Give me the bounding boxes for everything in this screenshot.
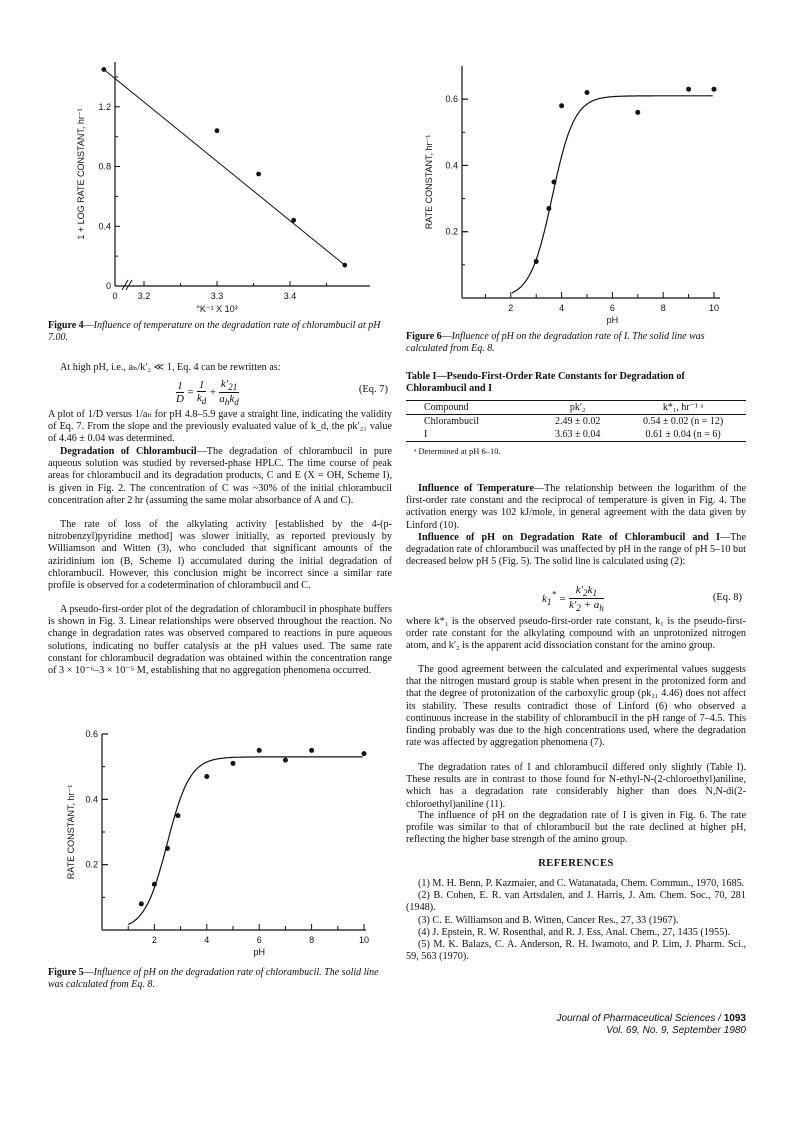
x-tick-label: 6: [609, 303, 615, 313]
calculated-curve: [512, 96, 713, 293]
data-point: [635, 110, 640, 115]
degradation-paragraph: [48, 446, 392, 507]
table-cell: 2.49 ± 0.02: [554, 416, 601, 427]
table-header-k1: k*₁, hr⁻¹ ᵃ: [662, 402, 704, 413]
x-tick-label: 2: [151, 935, 157, 945]
x-tick-label: 2: [508, 303, 514, 313]
table-header-compound: Compound: [424, 402, 469, 413]
table-row: [406, 415, 746, 429]
data-point: [204, 774, 209, 779]
degradation-rates-paragraph: The degradation rates of I and chlorambucil differed only slightly (Table I). These results are in contrast to those found for N-ethyl-N-(2-chloroethyl)aniline, which has a degradation rate considerably higher than does N,N-di(2-chloroethyl)aniline (11).: [406, 762, 746, 810]
reference-item: (3) C. E. Williamson and B. Witten, Cancer Res., 27, 33 (1967).: [418, 914, 679, 926]
table-header-row: [406, 401, 746, 415]
table-cell: 0.54 ± 0.02 (n = 12): [642, 416, 724, 427]
data-point: [362, 751, 367, 756]
equation-7-label: (Eq. 7): [358, 384, 388, 395]
figure-5-caption: Figure 5—Influence of pH on the degradation rate of chlorambucil. The solid line was calculated from Eq. 8.: [48, 967, 379, 990]
y-tick-label: 0.4: [98, 221, 111, 232]
table-1-title: Table I—Pseudo-First-Order Rate Constants for Degradation of Chlorambucil and I: [406, 371, 685, 394]
journal-name: Journal of Pharmaceutical Sciences /: [556, 1013, 724, 1024]
pseudo-first-order-paragraph: A pseudo-first-order plot of the degradation of chlorambucil in phosphate buffers is shown in Fig. 3. Linear relationships were observed throughout the reaction. No change in degradation rates was observed compared to reactions in pure aqueous solutions, indicating no buffer catalysis at the pH values used. The same rate constant for chlorambucil degradation was obtained within the concentration range of 3 × 10⁻⁶–3 × 10⁻⁵ M, establishing that no aggregation phenomena occurred.: [48, 604, 392, 677]
data-point: [215, 128, 220, 133]
data-point: [139, 901, 144, 906]
calculated-curve: [128, 757, 363, 925]
y-tick-label: 0: [105, 281, 111, 291]
table-1-footnote: ᵃ Determined at pH 6–10.: [414, 446, 501, 456]
equation-8-label: (Eq. 8): [712, 592, 742, 603]
x-axis-label: pH: [606, 315, 619, 325]
x-tick-label: 0: [112, 291, 118, 301]
y-axis-label: 1 + LOG RATE CONSTANT, hr⁻¹: [76, 108, 86, 240]
reference-item: (4) J. Epstein, R. W. Rosenthal, and R. J. Ess, Anal. Chem., 27, 1435 (1955).: [418, 926, 731, 938]
references-heading: REFERENCES: [538, 858, 614, 869]
reference-item: (1) M. H. Benn, P. Kazmaier, and C. Watanatada, Chem. Commun., 1970, 1685.: [418, 878, 745, 889]
y-tick-label: 0.4: [445, 160, 458, 171]
figure-6-caption: Figure 6—Influence of pH on the degradation rate of I. The solid line was calculated from Eq. 8.: [406, 331, 705, 354]
figure-4-caption: Figure 4—Influence of temperature on the degradation rate of chlorambucil at pH 7.00.: [48, 320, 381, 343]
table-cell: Chlorambucil: [424, 416, 479, 427]
ph-influence-body: —The degradation rate of chlorambucil was unaffected by pH in the range of pH 5–10 but decreased below pH 5 (Fig. 5). The solid line is calculated using (2):: [406, 532, 746, 568]
data-point: [342, 263, 347, 268]
page-footer: [470, 1013, 746, 1037]
data-point: [257, 748, 262, 753]
x-tick-label: 8: [309, 935, 315, 945]
figure-5-label: Figure 5: [48, 967, 84, 978]
page-number: 1093: [723, 1013, 746, 1024]
data-point: [165, 846, 170, 851]
data-point: [551, 180, 556, 185]
table-1: [406, 371, 746, 456]
figure-5-caption-text: Influence of pH on the degradation rate of chlorambucil. The solid line was calculated from Eq. 8.: [48, 967, 379, 990]
ph-influence-heading: Influence of pH on Degradation Rate of Chlorambucil and I: [418, 532, 720, 543]
references-list: [406, 878, 746, 963]
reference-item: (2) B. Cohen, E. R. van Artsdalen, and J. Harris, J. Am. Chem. Soc., 70, 281 (1948).: [406, 890, 746, 914]
fit-line: [104, 69, 345, 265]
plot-paragraph: A plot of 1/D versus 1/aₕ for pH 4.8–5.9 gave a straight line, indicating the validity of Eq. 7. From the slope and the previously evaluated value of k_d, the pk′₂₁ value of 4.46 ± 0.04 was determined.: [48, 409, 392, 445]
equation-8: $k_1^*$ = $\frac{k'_2k_1}{k'_2 + a_h}$ (Eq. 8): [542, 584, 742, 614]
y-tick-label: 0.4: [85, 794, 98, 805]
figure-4-caption-text: Influence of temperature on the degradation rate of chlorambucil at pH 7.00.: [48, 320, 381, 343]
x-tick-label: 6: [256, 935, 262, 945]
x-axis-label: °K⁻¹ X 10³: [196, 304, 238, 314]
table-cell: 3.63 ± 0.04: [554, 429, 601, 440]
data-point: [309, 748, 314, 753]
y-tick-label: 1.2: [98, 101, 111, 112]
x-axis-label: pH: [253, 947, 265, 957]
temperature-paragraph: [406, 483, 746, 532]
data-point: [546, 206, 551, 211]
data-point: [712, 87, 717, 92]
high-ph-paragraph: At high pH, i.e., aₕ/k′₂ ≪ 1, Eq. 4 can be rewritten as:: [60, 362, 281, 373]
figure-6-label: Figure 6: [406, 331, 442, 342]
data-point: [101, 67, 106, 72]
x-tick-label: 3.4: [283, 291, 297, 301]
y-tick-label: 0.6: [445, 94, 458, 105]
data-point: [534, 259, 539, 264]
table-cell: I: [424, 429, 428, 440]
x-tick-label: 3.3: [210, 291, 224, 301]
x-tick-label: 3.2: [137, 291, 151, 301]
table-cell: 0.61 ± 0.04 (n = 6): [645, 429, 721, 440]
temperature-body: —The relationship between the logarithm of the first-order rate constant and the reciprocal of temperature is given in Fig. 4. The activation energy was 102 kJ/mole, in general agreement with the data given by Linford (10).: [406, 483, 746, 531]
data-point: [686, 87, 691, 92]
y-tick-label: 0.2: [445, 226, 458, 237]
figure-6-chart: [418, 62, 738, 330]
data-point: [283, 758, 288, 763]
table-header-pk: pk′₂: [569, 402, 586, 413]
data-point: [559, 103, 564, 108]
degradation-heading: Degradation of Chlorambucil: [60, 446, 197, 457]
figure-4-chart: [70, 50, 390, 318]
table-1-grid: [406, 401, 746, 442]
x-tick-label: 4: [559, 303, 565, 313]
ph-influence-paragraph: [406, 532, 746, 569]
figure-6-caption-text: Influence of pH on the degradation rate of I. The solid line was calculated from Eq. 8.: [406, 331, 705, 354]
data-point: [291, 218, 296, 223]
y-axis-label: RATE CONSTANT, hr⁻¹: [66, 784, 76, 880]
degradation-body: —The degradation of chlorambucil in pure aqueous solution was studied by reversed-phase HPLC. The time course of peak areas for chlorambucil and its degradation products, C and E (X = OH, Scheme I), is given in Fig. 2. The concentration of C was ~30% of the initial chlorambucil concentration after 2 hr (assuming the same molar absorbance of A and C).: [48, 446, 392, 506]
data-point: [256, 172, 261, 177]
equation-7: $\frac{1}{D}$ = $\frac{1}{k_d}$ + $k'_{21}$ $a_hk_d$ (Eq. 7): [176, 378, 388, 408]
figure-5-chart: [60, 730, 380, 968]
x-tick-label: 8: [660, 303, 666, 313]
y-axis-label: RATE CONSTANT, hr⁻¹: [424, 134, 434, 230]
data-point: [231, 761, 236, 766]
alkylating-paragraph: The rate of loss of the alkylating activity [established by the 4-(p-nitrobenzyl)pyridine method] was slower initially, as reported previously by Williamson and Witten (3), who concluded that significant amounts of the aziridinium ion (B, Scheme I) accumulated during the initial degradation of chlorambucil. However, this conclusion might be incorrect since a similar rate profile is observed for a codetermination of chlorambucil and C.: [48, 519, 392, 592]
y-tick-label: 0.2: [85, 859, 98, 870]
x-tick-label: 4: [204, 935, 210, 945]
figure-4-label: Figure 4: [48, 320, 84, 331]
temperature-heading: Influence of Temperature: [418, 483, 534, 494]
table-row: [406, 428, 746, 442]
x-tick-label: 10: [358, 935, 370, 945]
influence-i-paragraph: The influence of pH on the degradation rate of I is given in Fig. 6. The rate profile was similar to that of chlorambucil but the rate declined at higher pH, reflecting the higher base strength of the amino group.: [406, 810, 746, 846]
agreement-paragraph: The good agreement between the calculated and experimental values suggests that the nitrogen mustard group is stable when present in the protonized form and that the degree of protonization of the carboxylic group (pk₂₁ 4.46) does not affect its stability. These results contradict those of Linford (6) who observed a continuous increase in the stability of chlorambucil in the pH range of 7–4.5. This finding probably was due to the high concentrations used, where the degradation rate was affected by aggregation phenomena (7).: [406, 664, 746, 749]
x-tick-label: 10: [708, 303, 720, 313]
where-paragraph: where k*₁ is the observed pseudo-first-order rate constant, k₁ is the pseudo-first-order rate constant for the alkylating compound with an unprotonized nitrogen atom, and k′₂ is the apparent acid dissociation constant for the amino group.: [406, 616, 746, 652]
data-point: [175, 813, 180, 818]
y-tick-label: 0.6: [85, 730, 98, 739]
y-tick-label: 0.8: [98, 161, 111, 172]
data-point: [585, 90, 590, 95]
issue-info: Vol. 69, No. 9, September 1980: [606, 1025, 746, 1036]
data-point: [152, 882, 157, 887]
reference-item: (5) M. K. Balazs, C. A. Anderson, R. H. Iwamoto, and P. Lim, J. Pharm. Sci., 59, 563 (1970).: [406, 939, 746, 963]
